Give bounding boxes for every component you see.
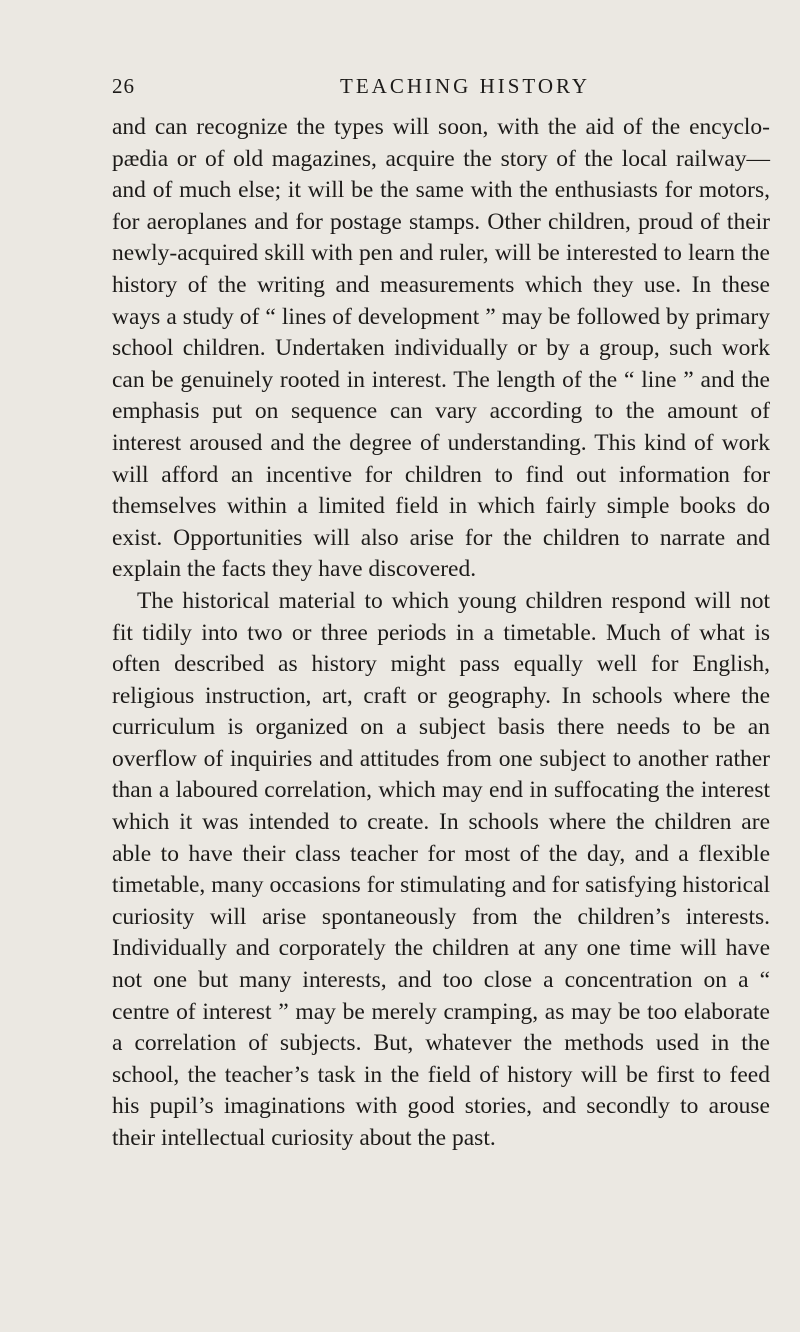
body-text [112,112,770,1155]
paragraph-2: The historical material to which young children respond will not fit tidily into two or three periods in a timetable. Much of what is often described as history might pass equally well for English, religious instruction, art, craft or geography. In schools where the curriculum is organized on a subject basis there needs to be an overflow of inquiries and attitudes from one subject to another rather than a laboured correlation, which may end in suffocating the interest which it was intended to create. In schools where the children are able to have their class teacher for most of the day, and a flexible timetable, many occasions for stimulating and for satisfying historical curiosity will arise spontaneously from the children’s interests. Individually and corporately the children at any one time will have not one but many interests, and too close a concentration on a “ centre of interest ” may be merely cramping, as may be too elaborate a correlation of subjects. But, whatever the methods used in the school, the teacher’s task in the field of history will be first to feed his pupil’s imaginations with good stories, and secondly to arouse their intellectual curiosity about the past. [112,587,770,1151]
paragraph-1: and can recognize the types will soon, with the aid of the encyclo-pædia or of old magazines, acquire the story of the local railway—and of much else; it will be the same with the enthusiasts for motors, for aeroplanes and for postage stamps. Other children, proud of their newly-acquired skill with pen and ruler, will be interested to learn the history of the writing and measurements which they use. In these ways a study of “ lines of development ” may be followed by primary school children. Undertaken individually or by a group, such work can be genuinely rooted in interest. The length of the “ line ” and the emphasis put on sequence can vary according to the amount of interest aroused and the degree of understanding. This kind of work will afford an incentive for children to find out information for themselves within a limited field in which fairly simple books do exist. Opportunities will also arise for the children to narrate and explain the facts they have discovered. [112,114,770,583]
running-head [112,74,770,104]
page-number: 26 [112,74,135,98]
running-title: TEACHING HISTORY [340,74,591,98]
